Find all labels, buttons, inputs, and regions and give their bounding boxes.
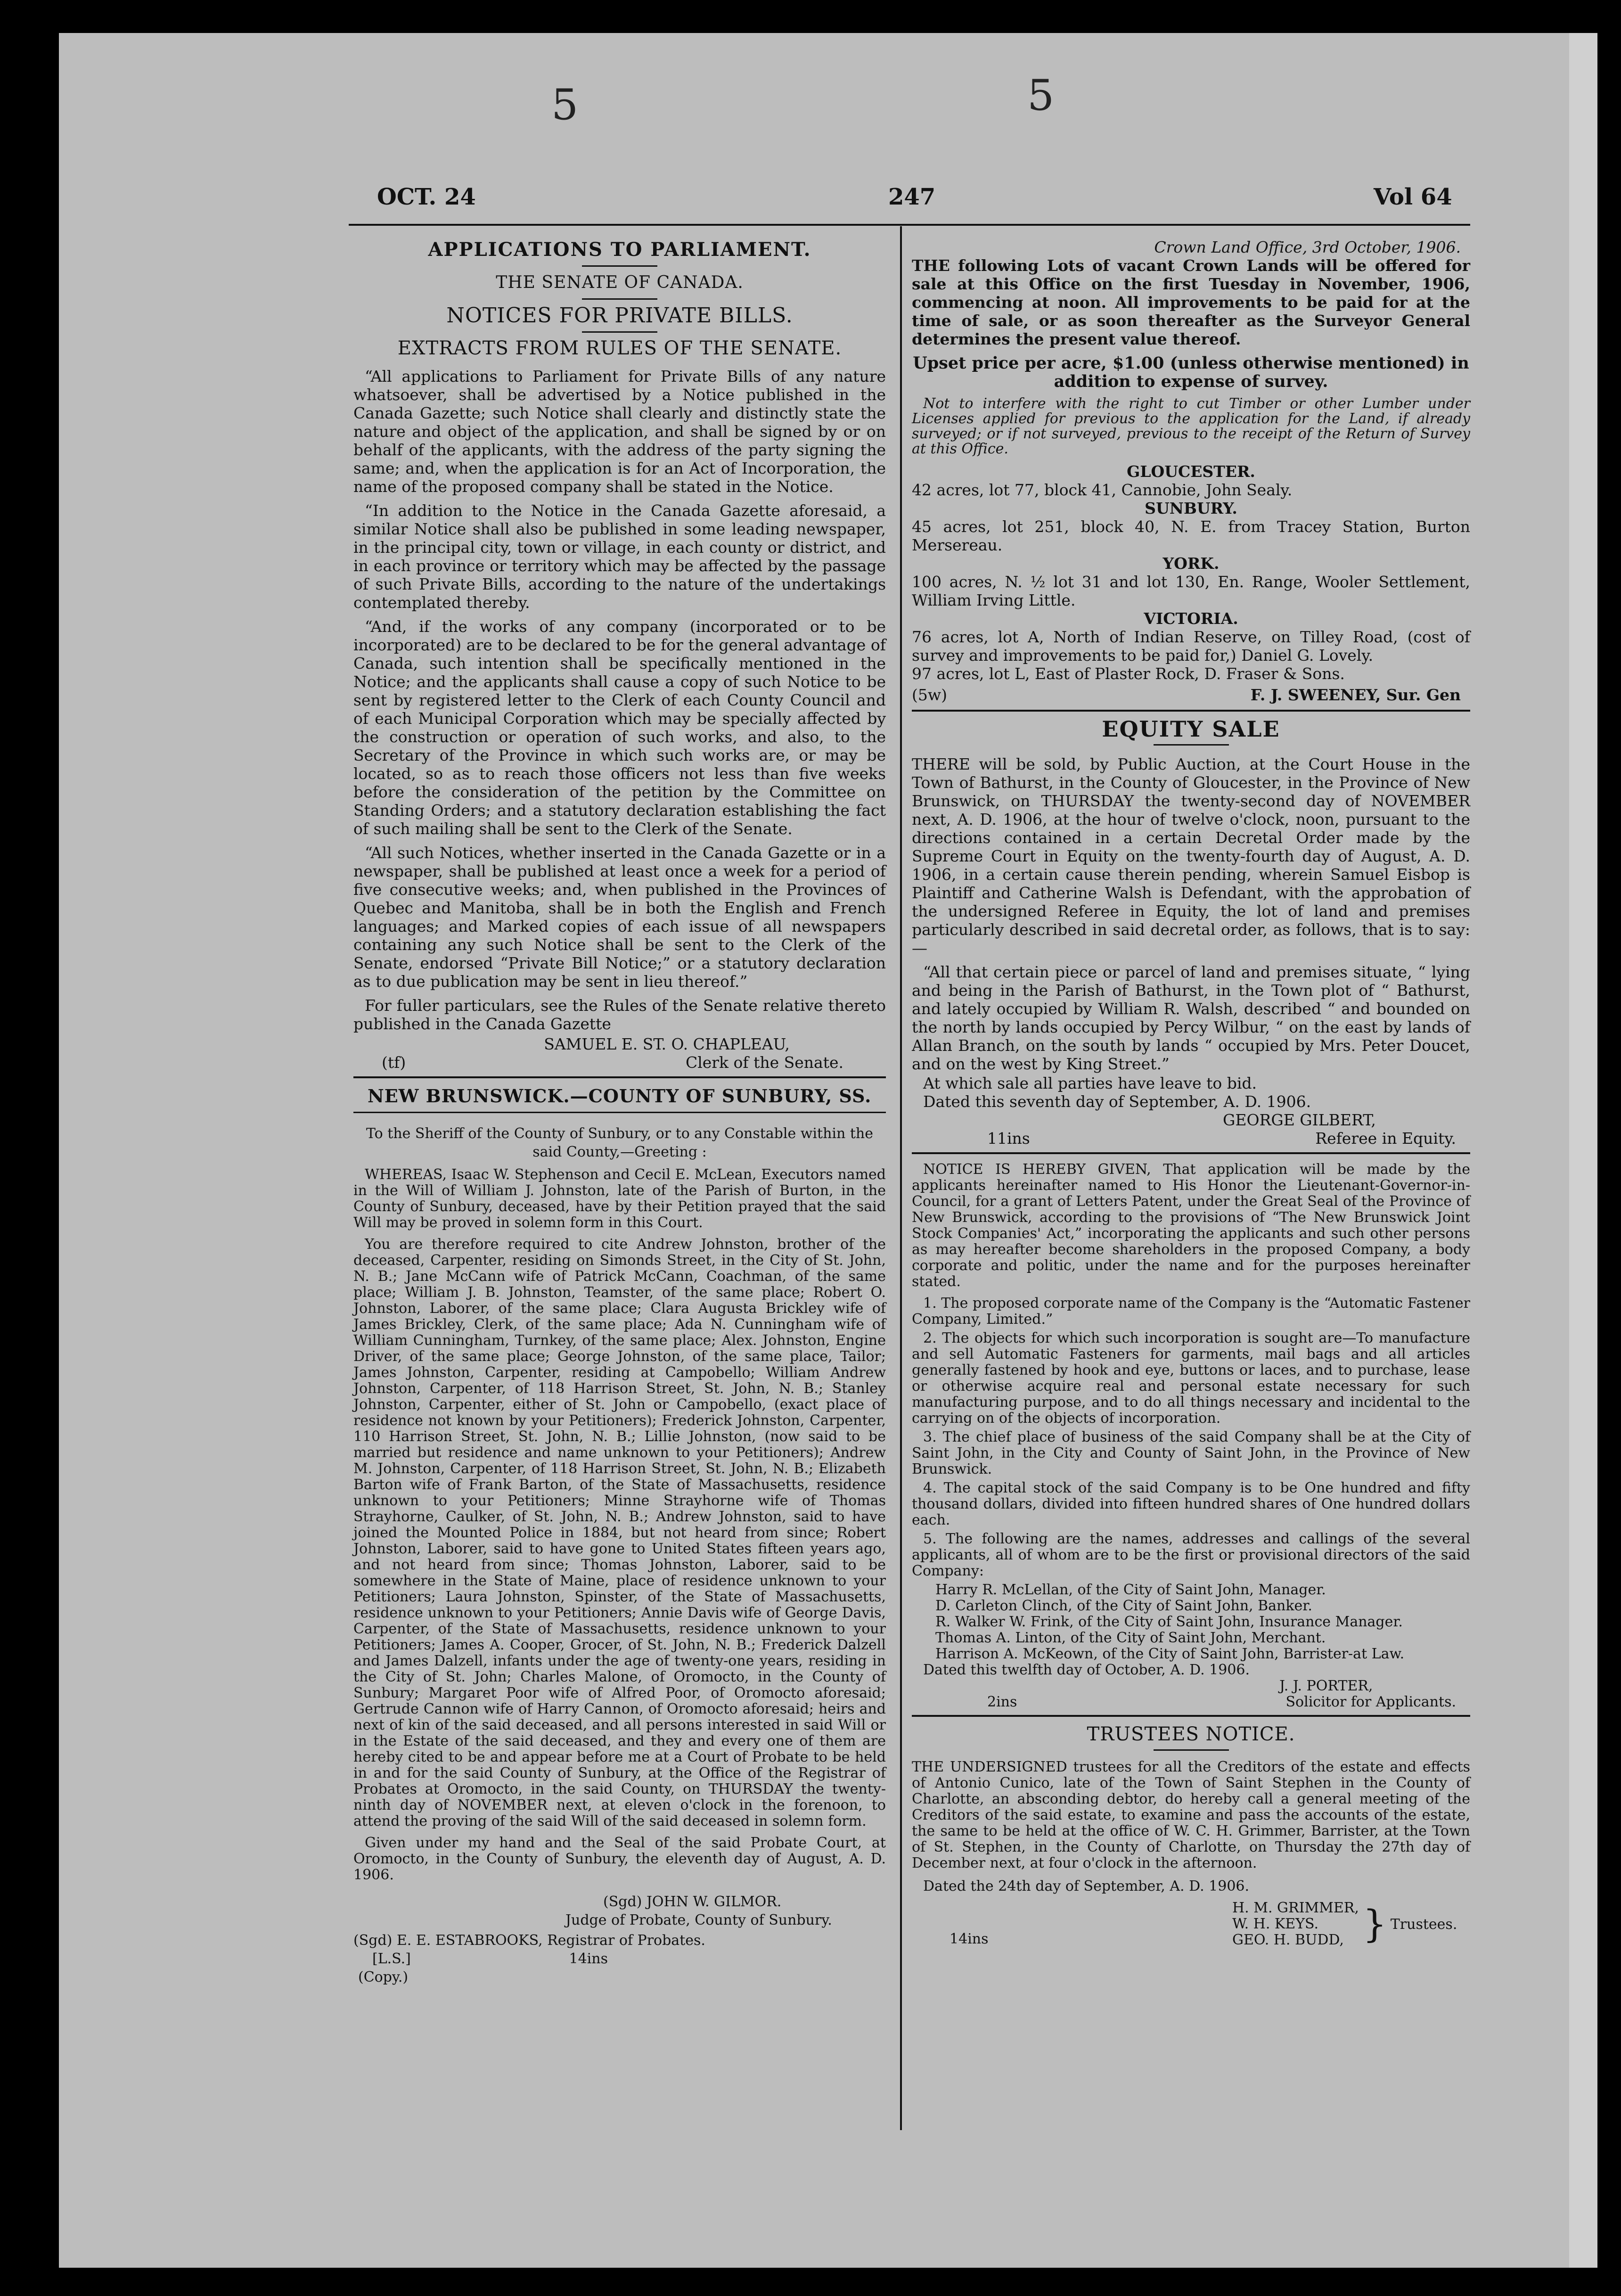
trustees-title: TRUSTEES NOTICE. xyxy=(1087,1723,1295,1745)
trustees-insertions: 14ins xyxy=(950,1931,989,1947)
extracts-heading: EXTRACTS FROM RULES OF THE SENATE. xyxy=(397,337,842,359)
short-rule xyxy=(582,331,657,333)
notice-signer: J. J. PORTER, xyxy=(1279,1678,1373,1694)
section-rule xyxy=(912,710,1470,712)
senate-heading: THE SENATE OF CANADA. xyxy=(496,273,744,292)
short-rule xyxy=(1154,1749,1229,1751)
county-york: YORK. xyxy=(1163,554,1220,573)
crown-upset-price: Upset price per acre, $1.00 (unless otherwise mentioned) in addition to expense of survey. xyxy=(913,353,1469,391)
header-rule xyxy=(349,224,1470,226)
header-page-number: 247 xyxy=(888,184,936,210)
lot-gloucester: 42 acres, lot 77, block 41, Cannobie, John Sealy. xyxy=(912,481,1293,499)
equity-paragraph-2: “All that certain piece or parcel of land and premises situate, “ lying and being in the Parish of Bathurst, in the Town plot of “ Bathurst, and lately occupied by William R. Walsh, described “ and bounded on the north by lands occupied by Percy Wilbur, “ on the east by lands of Allan Branch, on the south by lands “ occupied by Mrs. Peter Doucet, and on the west by King Street.” xyxy=(912,963,1470,1073)
rule-paragraph-2: “In addition to the Notice in the Canada Gazette aforesaid, a similar Notice shall also be published in some leading newspaper, in the principal city, town or village, in each county or district, and in each province or territory which may be affected by the passage of such Private Bills, according to the nature of the undertakings contemplated thereby. xyxy=(353,501,886,612)
section-rule xyxy=(912,1715,1470,1717)
nb-paragraph-3: Given under my hand and the Seal of the said Probate Court, at Oromocto, in the County of Sunbury, the eleventh day of August, A. D. 1906. xyxy=(353,1835,886,1883)
nb-copy: (Copy.) xyxy=(358,1969,409,1985)
senate-signer-code: (tf) xyxy=(382,1053,406,1072)
rule-paragraph-3: “And, if the works of any company (incorporated or to be incorporated) are to be declared to be for the general advantage of Canada, such intention shall be specifically mentioned in the Notice; and the applicants shall cause a copy of such Notice to be sent by registered letter to the Clerk of each County Council and of each Municipal Corporation which may be specially affected by the construction or operation of such works, and also, to the Secretary of the Province in which such works are, or may be located, so as to reach those officers not less than five weeks before the consideration of the petition by the Committee on Standing Orders; and a statutory declaration establishing the fact of such mailing shall be sent to the Clerk of the Senate. xyxy=(353,617,886,838)
section-rule xyxy=(353,1076,886,1078)
county-gloucester: GLOUCESTER. xyxy=(1127,462,1255,481)
notice-applicant: D. Carleton Clinch, of the City of Saint John, Banker. xyxy=(935,1598,1312,1614)
nb-heading: NEW BRUNSWICK.—COUNTY OF SUNBURY, SS. xyxy=(368,1085,872,1107)
nb-seal: [L.S.] xyxy=(372,1951,411,1967)
lot-sunbury: 45 acres, lot 251, block 40, N. E. from Tracey Station, Burton Mersereau. xyxy=(912,517,1470,554)
crown-office-line: Crown Land Office, 3rd October, 1906. xyxy=(1154,238,1461,256)
senate-signer-title: Clerk of the Senate. xyxy=(685,1053,843,1072)
equity-sale-title: EQUITY SALE xyxy=(1102,716,1280,742)
brace: } xyxy=(1362,1902,1387,1946)
left-column xyxy=(353,240,886,1986)
equity-dated: Dated this seventh day of September, A. D. 1906. xyxy=(923,1092,1311,1111)
section-rule xyxy=(912,1152,1470,1154)
notice-applicant: R. Walker W. Frink, of the City of Saint John, Insurance Manager. xyxy=(935,1614,1403,1630)
nb-judge-title: Judge of Probate, County of Sunbury. xyxy=(565,1912,832,1928)
column-divider xyxy=(900,226,902,2130)
crown-note: Not to interfere with the right to cut Timber or other Lumber under Licenses applied for previous to the application for the Land, if already surveyed; or if not surveyed, previous to the receipt of the Return of Survey at this Office. xyxy=(912,395,1470,457)
lot-york: 100 acres, N. ½ lot 31 and lot 130, En. Range, Wooler Settlement, William Irving Little. xyxy=(912,573,1470,609)
trustee-name: W. H. KEYS. xyxy=(1232,1916,1319,1932)
notice-applicant: Harrison A. McKeown, of the City of Saint John, Barrister-at Law. xyxy=(935,1646,1405,1662)
notice-item-2: 2. The objects for which such incorporation is sought are—To manufacture and sell Automatic Fasteners for garments, mail bags and all articles generally fastened by hook and eye, buttons or laces, and to purchase, lease or otherwise acquire real and personal estate necessary for such manufacturing purpose, and to do all things necessary and incidental to the carrying on of the objects of incorporation. xyxy=(912,1330,1470,1427)
crown-signer: F. J. SWEENEY, Sur. Gen xyxy=(1250,686,1461,704)
rule-paragraph-5: For fuller particulars, see the Rules of the Senate relative thereto published in the Canada Gazette xyxy=(353,996,886,1033)
rule-paragraph-1: “All applications to Parliament for Private Bills of any nature whatsoever, shall be advertised by a Notice published in the Canada Gazette; such Notice shall clearly and distinctly state the nature and object of the application, and shall be signed by or on behalf of the applicants, with the address of the party signing the same; and, when the application is for an Act of Incorporation, the name of the proposed company shall be stated in the Notice. xyxy=(353,367,886,496)
crown-insertions: (5w) xyxy=(912,686,947,704)
rule-paragraph-4: “All such Notices, whether inserted in the Canada Gazette or in a newspaper, shall be published at least once a week for a period of five consecutive weeks; and, when published in the Provinces of Quebec and Manitoba, shall be in both the English and French languages; and Marked copies of each issue of all newspapers containing any such Notice shall be sent to the Clerk of the Senate, endorsed “Private Bill Notice;” or a statutory declaration as to due publication may be sent in lieu thereof.” xyxy=(353,844,886,991)
nb-paragraph-2: You are therefore required to cite Andrew Johnston, brother of the deceased, Carpenter, residing on Simonds Street, in the City of St. John, N. B.; Jane McCann wife of Patrick McCann, Coachman, of the same place; William J. B. Johnston, Teamster, of the same place; Robert O. Johnston, Laborer, of the same place; Clara Augusta Brickley wife of James Brickley, Clerk, of the same place; Ada N. Cunningham wife of William Cunningham, Turnkey, of the same place; Alex. Johnston, Engine Driver, of the same place; George Johnston, of the same place, Tailor; James Johnston, Carpenter, residing at Campobello; William Andrew Johnston, Carpenter, of 118 Harrison Street, St. John, N. B.; Stanley Johnston, Carpenter, either of St. John or Campobello, (exact place of residence not known by your Petitioners); Frederick Johnston, Carpenter, 110 Harrison Street, St. John, N. B.; Lillie Johnston, (now said to be married but residence and name unknown to your Petitioners); Andrew M. Johnston, Carpenter, of 118 Harrison Street, St. John, N. B.; Elizabeth Barton wife of Frank Barton, of the State of Massachusetts, residence unknown to your Petitioners; Minne Strayhorne wife of Thomas Strayhorne, Caulker, of St. John, N. B.; Andrew Johnston, said to have joined the Mounted Police in 1884, but not heard from since; Robert Johnston, Laborer, said to have gone to United States fifteen years ago, and not heard from since; Thomas Johnston, Laborer, said to be somewhere in the State of Maine, place of residence unknown to your Petitioners; Laura Johnston, Spinster, of the State of Massachusetts, residence unknown to your Petitioners; Annie Davis wife of George Davis, Carpenter, of the State of Massachusetts, residence unknown to your Petitioners; James A. Cooper, Grocer, of St. John, N. B.; Frederick Dalzell and James Dalzell, infants under the age of twenty-one years, residing in the City of St. John; Charles Malone, of Oromocto, in the County of Sunbury; Margaret Poor wife of Alfred Poor, of Oromocto aforesaid; Gertrude Cannon wife of Harry Cannon, of Oromocto aforesaid; heirs and next of kin of the said deceased, and all persons interested in said Will or in the Estate of the said deceased, and they and every one of them are hereby cited to be and appear before me at a Court of Probate to be held in and for the said County of Sunbury, at the Office of the Registrar of Probates at Oromocto, in the said County, on THURSDAY the twenty-ninth day of NOVEMBER next, at eleven o'clock in the forenoon, to attend the proving of the said Will of the said deceased in solemn form. xyxy=(353,1236,886,1829)
notice-paragraph: NOTICE IS HEREBY GIVEN, That application will be made by the applicants hereinafter named to His Honor the Lieutenant-Governor-in-Council, for a grant of Letters Patent, under the Great Seal of the Province of New Brunswick, according to the provisions of “The New Brunswick Joint Stock Companies' Act,” incorporating the applicants and such other persons as may hereafter become shareholders in the proposed Company, a body corporate and politic, under the name and for the purposes hereinafter stated. xyxy=(912,1161,1470,1290)
trustees-paragraph: THE UNDERSIGNED trustees for all the Creditors of the estate and effects of Antonio Cunico, late of the Town of Saint Stephen in the County of Charlotte, an absconding debtor, do hereby call a general meeting of the Creditors of the said estate, to examine and pass the accounts of the estate, the same to be held at the office of W. C. H. Grimmer, Barrister, at the Town of St. Stephen, in the County of Charlotte, on Thursday the 27th day of December next, at four o'clock in the afternoon. xyxy=(912,1759,1470,1871)
section-rule xyxy=(353,1112,886,1113)
trustee-name: GEO. H. BUDD, xyxy=(1232,1932,1344,1948)
trustees-role: Trustees. xyxy=(1390,1916,1457,1933)
notice-applicant: Thomas A. Linton, of the City of Saint John, Merchant. xyxy=(935,1630,1326,1646)
trustee-name: H. M. GRIMMER, xyxy=(1232,1900,1359,1916)
notice-signer-title: Solicitor for Applicants. xyxy=(1285,1694,1456,1710)
lot-victoria-1: 76 acres, lot A, North of Indian Reserve, on Tilley Road, (cost of survey and improvements to be paid for,) Daniel G. Lovely. xyxy=(912,628,1470,664)
notice-item-5: 5. The following are the names, addresses and callings of the several applicants, all of whom are to be the first or provisional directors of the said Company: xyxy=(912,1531,1470,1579)
lot-victoria-2: 97 acres, lot L, East of Plaster Rock, D. Fraser & Sons. xyxy=(912,664,1345,683)
applications-title: APPLICATIONS TO PARLIAMENT. xyxy=(428,238,811,261)
nb-paragraph-1: WHEREAS, Isaac W. Stephenson and Cecil E. McLean, Executors named in the Will of William J. Johnston, late of the Parish of Burton, in the County of Sunbury, deceased, have by their Petition prayed that the said Will may be proved in solemn form in this Court. xyxy=(353,1166,886,1231)
trustees-dated: Dated the 24th day of September, A. D. 1906. xyxy=(923,1878,1250,1894)
header-volume: Vol 64 xyxy=(1374,184,1452,210)
equity-paragraph-1: THERE will be sold, by Public Auction, at the Court House in the Town of Bathurst, in the County of Gloucester, in the Province of New Brunswick, on THURSDAY the twenty-second day of NOVEMBER next, A. D. 1906, at the hour of twelve o'clock, noon, pursuant to the directions contained in a certain Decretal Order made by the Supreme Court in Equity on the twenty-fourth day of August, A. D. 1906, in a certain cause therein pending, wherein Samuel Eisbop is Plaintiff and Catherine Walsh is Defendant, with the approbation of the undersigned Referee in Equity, the lot of land and premises particularly described in said decretal order, as follows, that is to say:— xyxy=(912,755,1470,957)
nb-registrar: (Sgd) E. E. ESTABROOKS, Registrar of Probates. xyxy=(353,1932,705,1949)
notice-item-1: 1. The proposed corporate name of the Company is the “Automatic Fastener Company, Limited.” xyxy=(912,1295,1470,1328)
senate-signer: SAMUEL E. ST. O. CHAPLEAU, xyxy=(544,1035,790,1053)
nb-judge: (Sgd) JOHN W. GILMOR. xyxy=(603,1894,782,1910)
crown-paragraph: THE following Lots of vacant Crown Lands will be offered for sale at this Office on the first Tuesday in November, 1906, commencing at noon. All improvements to be paid for at the time of sale, or as soon thereafter as the Surveyor General determines the present value thereof. xyxy=(912,256,1470,348)
notice-insertions: 2ins xyxy=(987,1694,1017,1710)
county-victoria: VICTORIA. xyxy=(1144,609,1238,628)
right-column xyxy=(912,238,1470,1948)
equity-insertions: 11ins xyxy=(987,1129,1030,1148)
page-edge-right xyxy=(1569,33,1597,2268)
equity-paragraph-3: At which sale all parties have leave to bid. xyxy=(923,1074,1257,1092)
handwritten-mark-1: 5 xyxy=(551,80,579,130)
short-rule xyxy=(582,265,657,267)
county-sunbury: SUNBURY. xyxy=(1145,499,1237,517)
notices-heading: NOTICES FOR PRIVATE BILLS. xyxy=(446,303,793,328)
nb-address: To the Sheriff of the County of Sunbury, or to any Constable within the said County,—Greeting : xyxy=(366,1125,873,1160)
equity-signer-title: Referee in Equity. xyxy=(1315,1129,1456,1148)
header-date: OCT. 24 xyxy=(377,184,476,210)
equity-signer: GEORGE GILBERT, xyxy=(1223,1111,1376,1129)
handwritten-mark-2: 5 xyxy=(1027,71,1055,120)
nb-insertions: 14ins xyxy=(569,1951,608,1967)
notice-item-4: 4. The capital stock of the said Company is to be One hundred and fifty thousand dollars, divided into fifteen hundred shares of One hundred dollars each. xyxy=(912,1480,1470,1528)
short-rule xyxy=(582,298,657,300)
notice-dated: Dated this twelfth day of October, A. D. 1906. xyxy=(923,1662,1250,1678)
short-rule xyxy=(1154,744,1229,746)
notice-applicant: Harry R. McLellan, of the City of Saint John, Manager. xyxy=(935,1582,1326,1598)
notice-item-3: 3. The chief place of business of the said Company shall be at the City of Saint John, in the City and County of Saint John, in the Province of New Brunswick. xyxy=(912,1429,1470,1477)
